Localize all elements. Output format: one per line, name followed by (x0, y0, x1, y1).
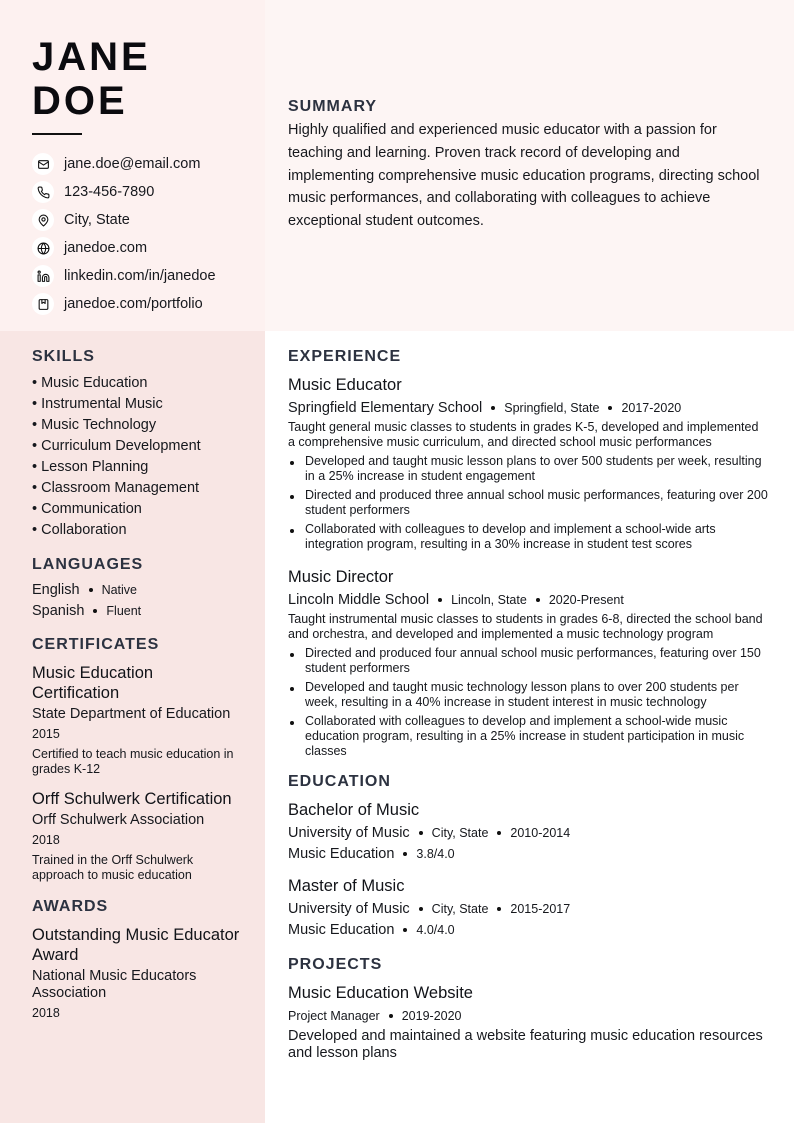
education-item (288, 800, 768, 863)
achievement-item: Directed and produced three annual school music performances, featuring over 200 student performers (288, 488, 768, 518)
portfolio-icon (32, 293, 54, 315)
separator-dot (491, 406, 495, 410)
education-section (288, 772, 768, 939)
separator-dot (93, 609, 97, 613)
school-name: University of Music (288, 900, 410, 917)
job-description: Taught general music classes to students in grades K-5, developed and implemented a comprehensive music curriculum, and directed school music performances (288, 420, 759, 449)
separator-dot (497, 831, 501, 835)
separator-dot (403, 928, 407, 932)
contact-list (32, 150, 216, 318)
job-description: Taught instrumental music classes to students in grades 6-8, directed the school band and orchestra, and developed and implemented a music technology program (288, 612, 763, 641)
certificate-issuer: State Department of Education (32, 706, 231, 722)
certificate-title: Music Education Certification (32, 664, 154, 702)
award-year: 2018 (32, 1006, 60, 1020)
separator-dot (438, 598, 442, 602)
job-title: Music Educator (288, 376, 402, 394)
skill-item: • Lesson Planning (32, 459, 149, 475)
languages-heading: LANGUAGES (32, 556, 144, 573)
awards-heading: AWARDS (32, 898, 109, 915)
skill-item: • Music Technology (32, 417, 157, 433)
skills-list (32, 373, 244, 541)
education-field-row (288, 844, 768, 863)
school-name: University of Music (288, 824, 410, 841)
achievement-item: Directed and produced four annual school music performances, featuring over 150 student performers (288, 646, 768, 676)
experience-heading: EXPERIENCE (288, 348, 402, 365)
certificate-year: 2018 (32, 833, 60, 847)
skill-item: • Communication (32, 501, 142, 517)
job-achievements (288, 646, 768, 759)
achievement-item: Collaborated with colleagues to develop and implement a school-wide arts integration program, resulting in a 30% increase in student test scores (288, 522, 768, 552)
project-dates: 2019-2020 (401, 1008, 462, 1023)
field-of-study: Music Education (288, 921, 395, 938)
contact-email[interactable] (32, 150, 216, 178)
contact-location (32, 206, 216, 234)
main-content (288, 347, 768, 1062)
certificate-item (32, 663, 244, 777)
contact-phone-text: 123-456-7890 (64, 184, 155, 200)
degree-title: Master of Music (288, 877, 405, 895)
skill-item: • Music Education (32, 375, 148, 391)
job-employer: Lincoln Middle School (288, 591, 430, 608)
award-issuer: National Music Educators Association (32, 968, 197, 1001)
skill-item: • Collaboration (32, 522, 127, 538)
job-meta (288, 590, 768, 609)
certificate-description: Certified to teach music education in grades K-12 (32, 747, 234, 776)
certificate-description: Trained in the Orff Schulwerk approach to music education (32, 853, 194, 882)
project-description: Developed and maintained a website featuring music education resources and lesson plans (288, 1028, 763, 1061)
education-heading: EDUCATION (288, 773, 391, 790)
projects-heading: PROJECTS (288, 956, 383, 973)
candidate-name (32, 35, 151, 123)
job-title: Music Director (288, 568, 394, 586)
job-achievements (288, 454, 768, 552)
certificate-item (32, 789, 244, 883)
achievement-item: Developed and taught music lesson plans to over 500 students per week, resulting in a 25% increase in student engagement (288, 454, 768, 484)
separator-dot (89, 588, 93, 592)
project-meta (288, 1006, 768, 1025)
certificate-issuer: Orff Schulwerk Association (32, 812, 205, 828)
email-icon (32, 153, 54, 175)
education-dates: 2010-2014 (510, 825, 571, 840)
contact-portfolio[interactable] (32, 290, 216, 318)
separator-dot (536, 598, 540, 602)
education-meta (288, 899, 768, 918)
job-meta (288, 398, 768, 417)
contact-location-text: City, State (64, 212, 130, 228)
degree-title: Bachelor of Music (288, 801, 420, 819)
phone-icon (32, 181, 54, 203)
award-item (32, 925, 244, 1021)
achievement-item: Developed and taught music technology lesson plans to over 200 students per week, resulting in a 40% increase in student interest in music technology (288, 680, 768, 710)
language-name: English (32, 581, 80, 598)
contact-phone[interactable] (32, 178, 216, 206)
separator-dot (419, 907, 423, 911)
separator-dot (419, 831, 423, 835)
gpa: 4.0/4.0 (416, 922, 455, 937)
education-item (288, 876, 768, 939)
contact-linkedin[interactable] (32, 262, 216, 290)
language-name: Spanish (32, 602, 85, 619)
skill-item: • Curriculum Development (32, 438, 201, 454)
separator-dot (497, 907, 501, 911)
project-role: Project Manager (288, 1008, 380, 1023)
separator-dot (403, 852, 407, 856)
language-item (32, 600, 244, 621)
projects-section (288, 955, 768, 1062)
award-title: Outstanding Music Educator Award (32, 926, 240, 964)
job-dates: 2020-Present (548, 592, 624, 607)
awards-section (32, 897, 244, 1021)
name-divider (32, 133, 82, 135)
skills-heading: SKILLS (32, 348, 95, 365)
last-name: DOE (32, 79, 128, 123)
education-dates: 2015-2017 (510, 901, 571, 916)
contact-email-text: jane.doe@email.com (64, 156, 201, 172)
certificate-year: 2015 (32, 727, 60, 741)
certificate-title: Orff Schulwerk Certification (32, 790, 232, 808)
job-employer: Springfield Elementary School (288, 399, 483, 416)
language-item (32, 579, 244, 600)
summary-heading: SUMMARY (288, 98, 378, 115)
job-item (288, 567, 768, 759)
school-location: City, State (431, 825, 489, 840)
separator-dot (608, 406, 612, 410)
gpa: 3.8/4.0 (416, 846, 455, 861)
globe-icon (32, 237, 54, 259)
contact-website[interactable] (32, 234, 216, 262)
job-location: Springfield, State (504, 400, 600, 415)
education-meta (288, 823, 768, 842)
linkedin-icon (32, 265, 54, 287)
location-pin-icon (32, 209, 54, 231)
field-of-study: Music Education (288, 845, 395, 862)
contact-website-text: janedoe.com (64, 240, 148, 256)
education-field-row (288, 920, 768, 939)
skill-item: • Classroom Management (32, 480, 200, 496)
job-item (288, 375, 768, 552)
project-item (288, 983, 768, 1062)
job-dates: 2017-2020 (621, 400, 682, 415)
separator-dot (389, 1014, 393, 1018)
skills-section (32, 347, 244, 541)
first-name: JANE (32, 35, 151, 79)
language-level: Fluent (106, 603, 142, 618)
experience-section (288, 347, 768, 759)
achievement-item: Collaborated with colleagues to develop and implement a school-wide music education program, resulting in a 25% increase in student participation in music classes (288, 714, 768, 759)
summary-text: Highly qualified and experienced music educator with a passion for teaching and learning. Proven track record of developing and implementing comprehensive music education programs, directing school music performances, and collaborating with colleagues to achieve exceptional student outcomes. (288, 122, 760, 230)
languages-section (32, 555, 244, 621)
language-level: Native (101, 582, 137, 597)
certificates-section (32, 635, 244, 883)
project-title: Music Education Website (288, 984, 473, 1002)
certificates-heading: CERTIFICATES (32, 636, 160, 653)
skill-item: • Instrumental Music (32, 396, 163, 412)
summary-section (288, 97, 763, 233)
contact-linkedin-text: linkedin.com/in/janedoe (64, 268, 216, 284)
school-location: City, State (431, 901, 489, 916)
contact-portfolio-text: janedoe.com/portfolio (64, 296, 203, 312)
sidebar-content (32, 347, 244, 1021)
job-location: Lincoln, State (451, 592, 527, 607)
